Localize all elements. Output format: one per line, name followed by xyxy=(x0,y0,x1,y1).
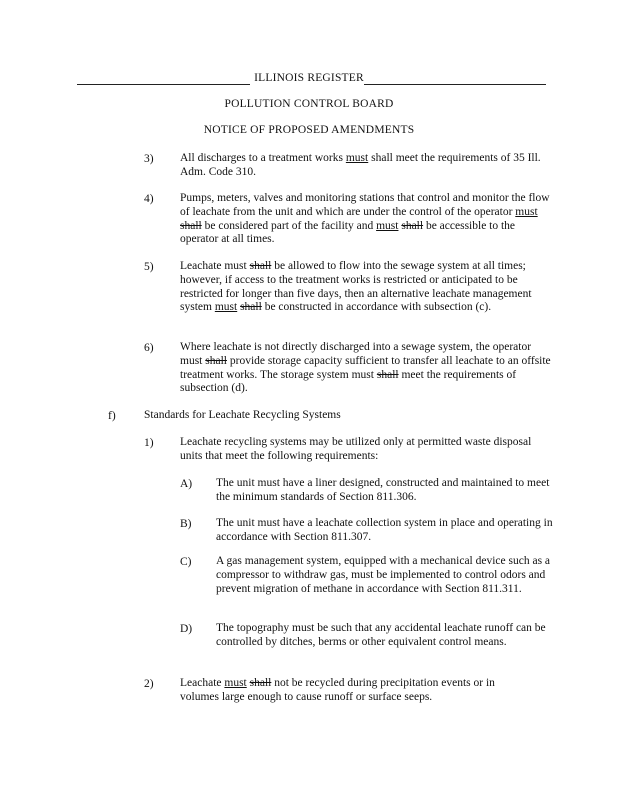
register-title: ILLINOIS REGISTER xyxy=(254,72,364,84)
item-a-text: The unit must have a liner designed, constructed and maintained to meet the minimum standards of Section 811.306. xyxy=(216,477,550,503)
item-4-number: 4) xyxy=(144,193,154,205)
notice-title: NOTICE OF PROPOSED AMENDMENTS xyxy=(203,124,415,136)
item-b-letter: B) xyxy=(180,518,192,530)
item-6-number: 6) xyxy=(144,342,154,354)
board-name: POLLUTION CONTROL BOARD xyxy=(224,98,394,110)
item-b-text: The unit must have a leachate collection system in place and operating in accordance with Section 811.307. xyxy=(216,517,553,543)
item-f2-text: Leachate must shall not be recycled during precipitation events or in volumes large enough to cause runoff or surface seeps. xyxy=(180,677,495,703)
subsection-f-letter: f) xyxy=(108,410,116,422)
item-4-text: Pumps, meters, valves and monitoring stations that control and monitor the flow of leachate from the unit and which are under the control of the operator must shall be considered part of the facility and must shall be accessible to the operator at all times. xyxy=(180,192,550,246)
header-rule-right xyxy=(364,84,546,85)
item-d-letter: D) xyxy=(180,623,193,635)
item-f2-number: 2) xyxy=(144,678,154,690)
item-f1-number: 1) xyxy=(144,437,154,449)
item-c-text: A gas management system, equipped with a mechanical device such as a compressor to withdraw gas, must be implemented to control odors and prevent migration of methane in accordance with Section 811.311. xyxy=(216,555,551,595)
item-5-text: Leachate must shall be allowed to flow into the sewage system at all times; however, if access to the treatment works is restricted or anticipated to be restricted for longer than five days, then an alternative leachate management system must shall be constructed in accordance with subsection (c). xyxy=(180,260,532,314)
header-rule-left xyxy=(77,84,250,85)
item-d-text: The topography must be such that any accidental leachate runoff can be controlled by ditches, berms or other equivalent control means. xyxy=(216,622,546,648)
item-a-letter: A) xyxy=(180,478,193,490)
item-6-text: Where leachate is not directly discharged into a sewage system, the operator must shall provide storage capacity sufficient to transfer all leachate to an offsite treatment works. The storage system must shall meet the requirements of subsection (d). xyxy=(180,341,551,395)
subsection-f-title: Standards for Leachate Recycling Systems xyxy=(144,409,341,421)
item-5-number: 5) xyxy=(144,261,154,273)
item-3-number: 3) xyxy=(144,153,154,165)
item-3-text: All discharges to a treatment works must shall meet the requirements of 35 Ill. Adm. Code 310. xyxy=(180,152,541,178)
item-f1-text: Leachate recycling systems may be utilized only at permitted waste disposal units that meet the following requirements: xyxy=(180,436,532,462)
item-c-letter: C) xyxy=(180,556,192,568)
